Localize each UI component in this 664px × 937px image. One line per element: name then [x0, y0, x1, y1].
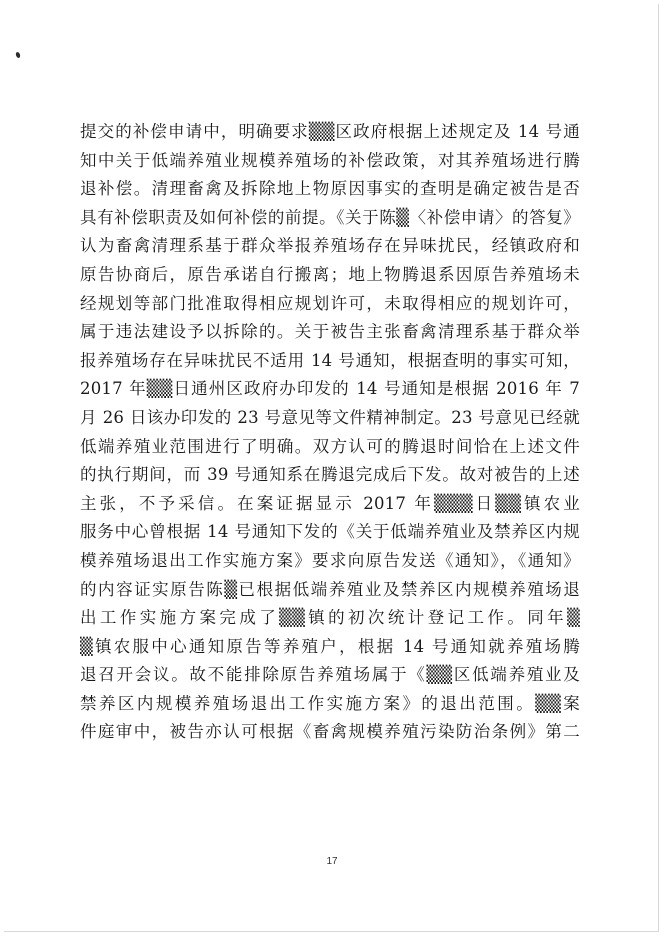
- text-line: 服务中心曾根据 14 号通知下发的《关于低端养殖业及禁养区内规: [80, 522, 580, 542]
- text-line: 知中关于低端养殖业规模养殖场的补偿政策，对其养殖场进行腾: [80, 150, 580, 170]
- text-line: 经规划等部门批准取得相应规划许可，未取得相应的规划许可，: [80, 293, 580, 313]
- text-line: 低端养殖业范围进行了明确。双方认可的腾退时间恰在上述文件: [80, 436, 580, 456]
- text-line: 模养殖场退出工作实施方案》要求向原告发送《通知》，《通知》: [80, 550, 580, 570]
- text-line: 主张，不予采信。在案证据显示 2017 年▒▒▒日▒▒镇农业: [80, 493, 580, 513]
- page-number: 17: [326, 856, 338, 867]
- text-line: 属于违法建设予以拆除的。关于被告主张畜禽清理系基于群众举: [80, 322, 580, 342]
- text-line: 件庭审中，被告亦认可根据《畜禽规模养殖污染防治条例》第二: [80, 722, 580, 742]
- text-line: 具有补偿职责及如何补偿的前提。《关于陈▒〈补偿申请〉的答复》: [80, 207, 580, 227]
- text-line: 退召开会议。故不能排除原告养殖场属于《▒▒区低端养殖业及: [80, 665, 580, 685]
- text-line: 提交的补偿申请中，明确要求▒▒区政府根据上述规定及 14 号通: [80, 122, 580, 141]
- text-line: 退补偿。清理畜禽及拆除地上物原因事实的查明是确定被告是否: [80, 179, 580, 199]
- text-line: 认为畜禽清理系基于群众举报养殖场存在异味扰民，经镇政府和: [80, 236, 580, 256]
- text-line: 原告协商后，原告承诺自行搬离；地上物腾退系因原告养殖场未: [80, 264, 580, 284]
- text-line: 月 26 日该办印发的 23 号意见等文件精神制定。23 号意见已经就: [80, 407, 580, 427]
- text-line: 出工作实施方案完成了▒▒镇的初次统计登记工作。同年▒: [80, 608, 580, 628]
- document-body: [80, 118, 580, 747]
- text-line: 禁养区内规模养殖场退出工作实施方案》的退出范围。▒▒案: [80, 693, 580, 713]
- text-line: 的内容证实原告陈▒已根据低端养殖业及禁养区内规模养殖场退: [80, 579, 580, 599]
- text-line: 2017 年▒▒日通州区政府办印发的 14 号通知是根据 2016 年 7: [80, 379, 580, 399]
- text-line: 报养殖场存在异味扰民不适用 14 号通知，根据查明的事实可知，: [80, 350, 580, 370]
- text-line: ▒镇农服中心通知原告等养殖户，根据 14 号通知就养殖场腾: [80, 636, 580, 656]
- text-line: 的执行期间，而 39 号通知系在腾退完成后下发。故对被告的上述: [80, 465, 580, 485]
